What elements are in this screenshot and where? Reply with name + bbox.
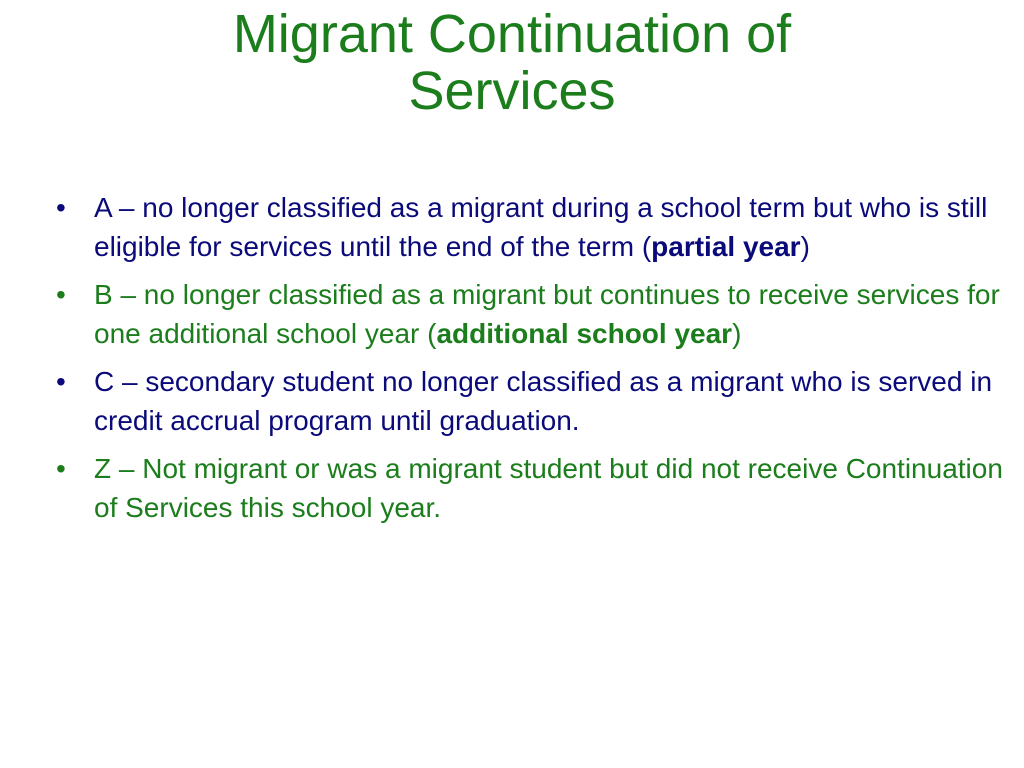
bullet-dot-icon: • — [56, 453, 66, 484]
bullet-a-after: ) — [800, 231, 810, 262]
bullet-item-b — [56, 275, 1018, 353]
bullet-dot-icon: • — [56, 279, 66, 310]
bullet-item-z — [56, 449, 1018, 527]
slide-title-line-2: Services — [408, 61, 616, 122]
bullet-z-text: Z – Not migrant or was a migrant student but did not receive Continuation of Services this school year. — [94, 453, 1003, 523]
slide-title-line-1: Migrant Continuation of — [232, 4, 792, 64]
bullet-b-text: B – no longer classified as a migrant but continues to receive services for one additional school year ( — [94, 279, 1000, 349]
bullet-b-after: ) — [732, 318, 742, 349]
bullet-list — [56, 188, 1018, 536]
bullet-item-c — [56, 362, 1018, 440]
bullet-a-text: A – no longer classified as a migrant during a school term but who is still eligible for services until the end of the term ( — [94, 192, 988, 262]
bullet-a-bold: partial year — [651, 231, 801, 262]
slide-title — [0, 6, 1024, 120]
bullet-item-a — [56, 188, 1018, 266]
bullet-dot-icon: • — [56, 192, 66, 223]
bullet-c-text: C – secondary student no longer classified as a migrant who is served in credit accrual program until graduation. — [94, 366, 993, 436]
bullet-dot-icon: • — [56, 366, 66, 397]
bullet-b-bold: additional school year — [436, 318, 733, 349]
